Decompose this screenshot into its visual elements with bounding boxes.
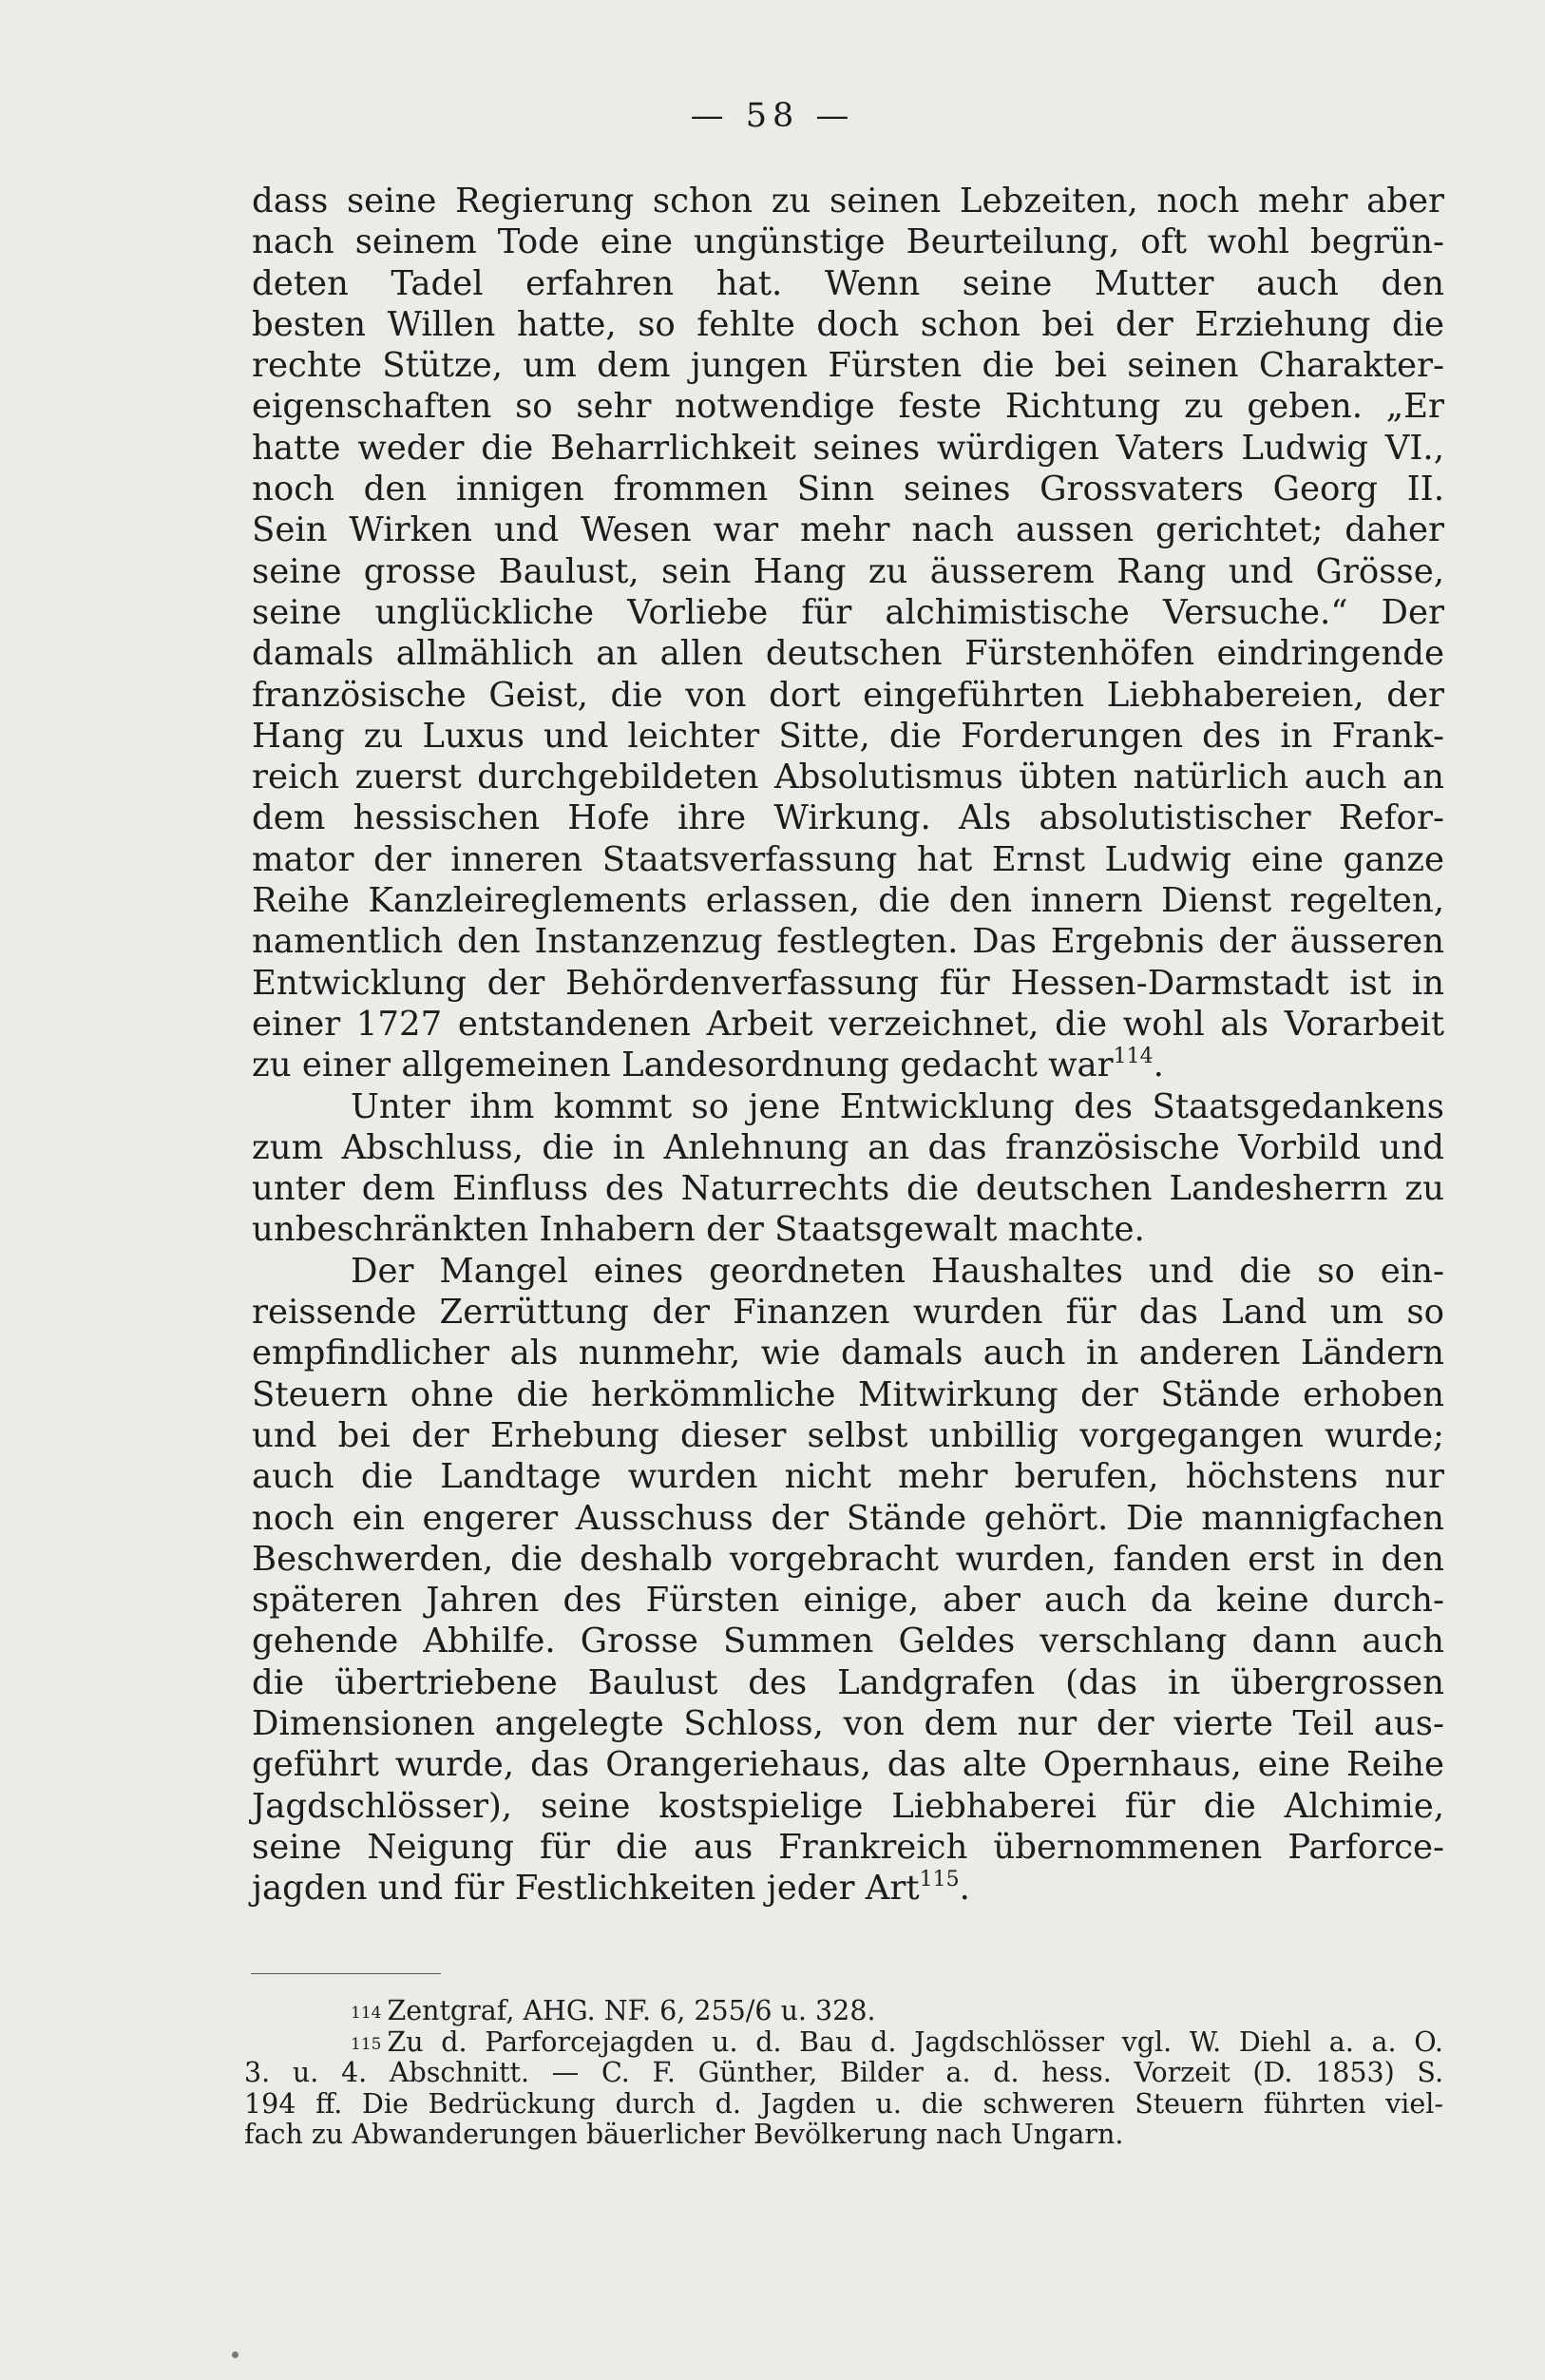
paragraph xyxy=(252,1086,1444,1251)
line-text: unbeschränkten Inhabern der Staatsgewalt machte. xyxy=(252,1210,1145,1250)
text-line xyxy=(252,963,1444,1004)
line-text: empfindlicher als nunmehr, wie damals auch in anderen Ländern xyxy=(252,1334,1444,1373)
line-text: Dimensionen angelegte Schloss, von dem nur der vierte Teil aus- xyxy=(252,1703,1444,1743)
line-text: zum Abschluss, die in Anlehnung an das französische Vorbild und xyxy=(252,1127,1444,1167)
text-line xyxy=(252,1498,1444,1539)
line-text: französische Geist, die von dort eingeführten Liebhabereien, der xyxy=(252,675,1444,715)
footnote-line xyxy=(244,2089,1443,2121)
paragraph xyxy=(252,181,1444,1086)
footnote-ref: 115 xyxy=(919,1868,960,1892)
text-line xyxy=(252,592,1444,633)
line-text: deten Tadel erfahren hat. Wenn seine Mutter auch den xyxy=(252,263,1444,303)
line-text: Unter ihm kommt so jene Entwicklung des Staatsgedankens xyxy=(351,1086,1444,1126)
footnote-text: 194 ff. Die Bedrückung durch d. Jagden u. die schweren Steuern führten viel- xyxy=(244,2087,1443,2120)
footnote xyxy=(244,2027,1443,2151)
text-line xyxy=(252,1209,1444,1250)
line-text: Der Mangel eines geordneten Haushaltes und die so ein- xyxy=(351,1251,1444,1291)
line-text-tail: . xyxy=(959,1869,970,1909)
text-line xyxy=(252,880,1444,921)
paper-speck xyxy=(232,2351,238,2358)
line-text: Jagdschlösser), seine kostspielige Liebhaberei für die Alchimie, xyxy=(252,1786,1444,1826)
text-line xyxy=(252,551,1444,592)
line-text: reich zuerst durchgebildeten Absolutismus übten natürlich auch an xyxy=(252,758,1444,797)
text-line xyxy=(252,1168,1444,1209)
line-text: besten Willen hatte, so fehlte doch schon bei der Erziehung die xyxy=(252,304,1444,344)
line-text: noch ein engerer Ausschuss der Stände gehört. Die mannigfachen xyxy=(252,1498,1444,1538)
line-text: auch die Landtage wurden nicht mehr berufen, höchstens nur xyxy=(252,1457,1444,1497)
text-line xyxy=(252,345,1444,386)
line-text: und bei der Erhebung dieser selbst unbillig vorgegangen wurde; xyxy=(252,1415,1444,1455)
text-line xyxy=(252,304,1444,345)
footnote-text: 3. u. 4. Abschnitt. — C. F. Günther, Bilder a. d. hess. Vorzeit (D. 1853) S. xyxy=(244,2057,1443,2088)
text-line xyxy=(252,839,1444,880)
footnote-line xyxy=(244,2027,1443,2059)
text-line xyxy=(252,921,1444,962)
line-text: unter dem Einfluss des Naturrechts die deutschen Landesherrn zu xyxy=(252,1169,1444,1209)
line-text: rechte Stütze, um dem jungen Fürsten die bei seinen Charakter- xyxy=(252,346,1444,386)
line-text: jagden und für Festlichkeiten jeder Art xyxy=(252,1869,920,1909)
footnote-number: 114 xyxy=(351,2004,382,2023)
line-text: zu einer allgemeinen Landesordnung gedacht war xyxy=(252,1046,1114,1085)
text-line xyxy=(252,509,1444,550)
line-text: dass seine Regierung schon zu seinen Lebzeiten, noch mehr aber xyxy=(252,182,1444,221)
text-line xyxy=(252,1415,1444,1456)
text-line xyxy=(252,675,1444,716)
line-text: Steuern ohne die herkömmliche Mitwirkung der Stände erhoben xyxy=(252,1374,1444,1414)
line-text: mator der inneren Staatsverfassung hat Ernst Ludwig eine ganze xyxy=(252,839,1444,879)
line-text: Hang zu Luxus und leichter Sitte, die Forderungen des in Frank- xyxy=(252,716,1444,756)
line-text: nach seinem Tode eine ungünstige Beurteilung, oft wohl begrün- xyxy=(252,222,1444,262)
line-text: die übertriebene Baulust des Landgrafen (das in übergrossen xyxy=(252,1662,1444,1702)
line-text: einer 1727 entstandenen Arbeit verzeichnet, die wohl als Vorarbeit xyxy=(252,1004,1444,1044)
text-line xyxy=(252,1004,1444,1045)
text-line xyxy=(252,797,1444,838)
footnote-ref: 114 xyxy=(1113,1045,1154,1069)
line-text: namentlich den Instanzenzug festlegten. Das Ergebnis der äusseren xyxy=(252,922,1444,962)
line-text: hatte weder die Beharrlichkeit seines würdigen Vaters Ludwig VI., xyxy=(252,428,1444,468)
main-text xyxy=(252,181,1444,1909)
footnote-text: fach zu Abwanderungen bäuerlicher Bevölkerung nach Ungarn. xyxy=(244,2119,1124,2150)
text-line xyxy=(252,469,1444,509)
text-line xyxy=(252,1868,1444,1909)
footnotes xyxy=(244,1996,1443,2151)
footnote xyxy=(244,1996,1443,2027)
line-text: Reihe Kanzleireglements erlassen, die den innern Dienst regelten, xyxy=(252,881,1444,921)
text-line xyxy=(252,1621,1444,1661)
text-line xyxy=(252,1251,1444,1292)
line-text: reissende Zerrüttung der Finanzen wurden für das Land um so xyxy=(252,1293,1444,1333)
text-line xyxy=(252,1580,1444,1621)
paragraph xyxy=(252,1251,1444,1910)
footnote-text: Zentgraf, AHG. NF. 6, 255/6 u. 328. xyxy=(387,1995,876,2026)
text-line xyxy=(252,1703,1444,1744)
page-number: — 58 — xyxy=(690,97,855,135)
line-text: Entwicklung der Behördenverfassung für Hessen-Darmstadt ist in xyxy=(252,963,1444,1003)
text-line xyxy=(252,1662,1444,1703)
footnote-line xyxy=(244,2058,1443,2089)
text-line xyxy=(252,757,1444,797)
text-line xyxy=(252,633,1444,674)
text-line xyxy=(252,386,1444,427)
footnote-number: 115 xyxy=(351,2034,382,2054)
text-line xyxy=(252,181,1444,221)
line-text: seine grosse Baulust, sein Hang zu äusserem Rang und Grösse, xyxy=(252,551,1444,591)
line-text: gehende Abhilfe. Grosse Summen Geldes verschlang dann auch xyxy=(252,1622,1444,1661)
text-line xyxy=(252,1333,1444,1373)
line-text: dem hessischen Hofe ihre Wirkung. Als absolutistischer Refor- xyxy=(252,798,1444,838)
text-line xyxy=(252,1374,1444,1415)
line-text: eigenschaften so sehr notwendige feste Richtung zu geben. „Er xyxy=(252,387,1444,427)
text-line xyxy=(252,1292,1444,1333)
line-text-tail: . xyxy=(1153,1046,1164,1085)
footnote-line xyxy=(244,1996,1443,2027)
line-text: seine unglückliche Vorliebe für alchimistische Versuche.“ Der xyxy=(252,592,1444,632)
text-line xyxy=(252,1786,1444,1827)
text-line xyxy=(252,1456,1444,1497)
text-line xyxy=(252,1127,1444,1168)
line-text: noch den innigen frommen Sinn seines Grossvaters Georg II. xyxy=(252,470,1444,509)
line-text: geführt wurde, das Orangeriehaus, das alte Opernhaus, eine Reihe xyxy=(252,1745,1444,1785)
text-line xyxy=(252,1827,1444,1868)
text-line xyxy=(252,428,1444,469)
text-line xyxy=(252,221,1444,262)
text-line xyxy=(252,1744,1444,1785)
text-line xyxy=(252,263,1444,304)
text-line xyxy=(252,716,1444,757)
text-line xyxy=(252,1539,1444,1580)
line-text: Beschwerden, die deshalb vorgebracht wurden, fanden erst in den xyxy=(252,1539,1444,1579)
line-text: Sein Wirken und Wesen war mehr nach aussen gerichtet; daher xyxy=(252,510,1444,550)
line-text: damals allmählich an allen deutschen Fürstenhöfen eindringende xyxy=(252,634,1444,674)
line-text: seine Neigung für die aus Frankreich übernommenen Parforce- xyxy=(252,1827,1444,1867)
footnote-line xyxy=(244,2120,1443,2151)
line-text: späteren Jahren des Fürsten einige, aber auch da keine durch- xyxy=(252,1581,1444,1621)
footnote-text: Zu d. Parforcejagden u. d. Bau d. Jagdschlösser vgl. W. Diehl a. a. O. xyxy=(387,2025,1443,2058)
text-line xyxy=(252,1045,1444,1085)
footnote-separator xyxy=(251,1973,441,1974)
text-line xyxy=(252,1086,1444,1127)
